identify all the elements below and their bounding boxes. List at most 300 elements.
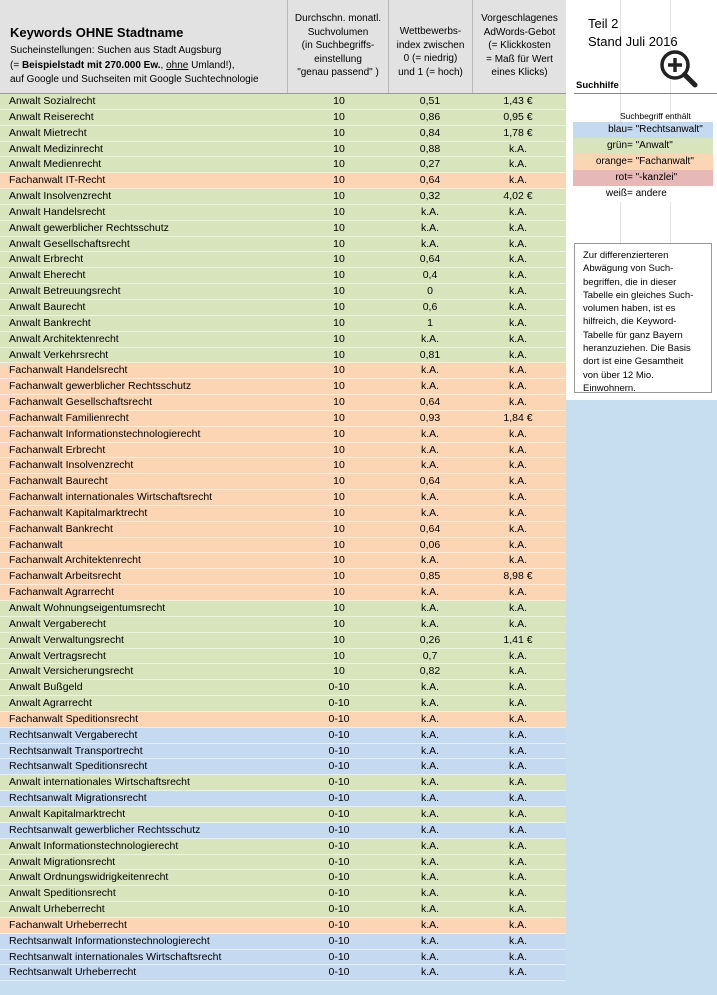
column-header-bid-line: eines Klicks) [491, 67, 548, 79]
volume-cell: 10 [333, 237, 345, 250]
bid-cell: 1,78 € [503, 126, 533, 139]
table-row [0, 902, 566, 918]
bid-cell: k.A. [508, 823, 528, 836]
column-header-bid-line: AdWords-Gebot [483, 26, 556, 38]
competition-cell: k.A. [420, 887, 440, 900]
bid-cell: 1,41 € [503, 633, 533, 646]
table-row [0, 775, 566, 791]
table-row [0, 205, 566, 221]
info-note-line: Tabelle für ganz Bayern [583, 329, 683, 341]
table-row [0, 744, 566, 760]
volume-cell: 10 [333, 538, 345, 551]
table-row [0, 585, 566, 601]
competition-cell: 0,7 [422, 649, 438, 662]
table-row [0, 950, 566, 966]
table-row [0, 965, 566, 981]
bid-cell: k.A. [508, 269, 528, 282]
keyword-cell: Anwalt Bußgeld [9, 681, 83, 694]
volume-cell: 10 [333, 348, 345, 361]
bid-cell: k.A. [508, 364, 528, 377]
competition-cell: k.A. [420, 617, 440, 630]
legend-value-text: "Fachanwalt" [635, 156, 694, 167]
volume-cell: 10 [333, 475, 345, 488]
column-header-competition-line: index zwischen [396, 39, 465, 51]
competition-cell: k.A. [420, 459, 440, 472]
competition-cell: 0,64 [419, 174, 441, 187]
volume-cell: 10 [333, 158, 345, 171]
bid-cell: k.A. [508, 396, 528, 409]
volume-cell: 10 [333, 459, 345, 472]
settings-line-2-pre: (= [10, 59, 22, 71]
zoom-in-icon[interactable] [658, 48, 698, 88]
bid-cell: k.A. [508, 475, 528, 488]
volume-cell: 10 [333, 443, 345, 456]
competition-cell: k.A. [420, 823, 440, 836]
table-row [0, 379, 566, 395]
volume-cell: 10 [333, 586, 345, 599]
competition-cell: k.A. [420, 712, 440, 725]
keyword-cell: Fachanwalt gewerblicher Rechtsschutz [9, 380, 192, 393]
volume-cell: 10 [333, 522, 345, 535]
keyword-cell: Rechtsanwalt Speditionsrecht [9, 760, 148, 773]
bid-cell: k.A. [508, 807, 528, 820]
keyword-cell: Rechtsanwalt Migrationsrecht [9, 792, 147, 805]
keyword-cell: Anwalt Betreuungsrecht [9, 285, 121, 298]
volume-cell: 0-10 [328, 966, 350, 979]
competition-cell: 0,26 [419, 633, 441, 646]
competition-cell: k.A. [420, 205, 440, 218]
settings-line-2-underline: ohne [166, 59, 189, 71]
table-row [0, 823, 566, 839]
volume-cell: 10 [333, 300, 345, 313]
bid-cell: k.A. [508, 491, 528, 504]
keyword-cell: Fachanwalt Agrarrecht [9, 586, 115, 599]
competition-cell: k.A. [420, 697, 440, 710]
competition-cell: k.A. [420, 966, 440, 979]
competition-cell: k.A. [420, 934, 440, 947]
bid-cell: k.A. [508, 158, 528, 171]
keyword-cell: Rechtsanwalt internationales Wirtschaftsrecht [9, 950, 222, 963]
legend-equals: = [627, 124, 636, 135]
legend-item-green [573, 138, 713, 154]
competition-cell: k.A. [420, 443, 440, 456]
volume-cell: 10 [333, 332, 345, 345]
legend-equals: = [627, 188, 636, 199]
keyword-cell: Anwalt Erbrecht [9, 253, 84, 266]
keyword-cell: Anwalt Architektenrecht [9, 332, 119, 345]
competition-cell: k.A. [420, 871, 440, 884]
bid-cell: 1,43 € [503, 95, 533, 107]
bid-cell: k.A. [508, 966, 528, 979]
competition-cell: 0,88 [419, 142, 441, 155]
volume-cell: 10 [333, 649, 345, 662]
bid-cell: k.A. [508, 681, 528, 694]
table-row [0, 221, 566, 237]
search-help-heading: Suchhilfe [576, 80, 619, 91]
competition-cell: k.A. [420, 364, 440, 377]
keyword-cell: Rechtsanwalt Transportrecht [9, 744, 143, 757]
settings-line-2-bold: Beispielstadt mit 270.000 Ew. [21, 59, 161, 71]
legend-value [627, 138, 673, 154]
table-row [0, 870, 566, 886]
legend-value [627, 122, 703, 138]
column-header-volume-line: "genau passend" ) [297, 67, 379, 79]
competition-cell: 0,32 [419, 190, 441, 203]
volume-cell: 10 [333, 110, 345, 123]
column-header-volume-line: einstellung [314, 53, 362, 65]
competition-cell: k.A. [420, 332, 440, 345]
column-header-bid-line: (= Klickkosten [488, 40, 551, 52]
keyword-cell: Anwalt Migrationsrecht [9, 855, 116, 868]
legend-value [627, 170, 677, 186]
bid-cell: 4,02 € [503, 190, 533, 203]
bid-cell: k.A. [508, 697, 528, 710]
volume-cell: 0-10 [328, 918, 350, 931]
table-row [0, 157, 566, 173]
legend-heading: Suchbegriff enthält [620, 111, 691, 121]
table-row [0, 458, 566, 474]
competition-cell: k.A. [420, 807, 440, 820]
table-row [0, 506, 566, 522]
volume-cell: 0-10 [328, 776, 350, 789]
table-row [0, 189, 566, 205]
table-row [0, 807, 566, 823]
table-row [0, 316, 566, 332]
table-row [0, 395, 566, 411]
column-header-competition [389, 25, 472, 79]
side-panel [566, 0, 717, 400]
table-row [0, 126, 566, 142]
keyword-cell: Anwalt Gesellschaftsrecht [9, 237, 130, 250]
volume-cell: 0-10 [328, 760, 350, 773]
keyword-cell: Anwalt Informationstechnologierecht [9, 839, 179, 852]
volume-cell: 10 [333, 554, 345, 567]
table-row [0, 443, 566, 459]
table-row [0, 918, 566, 934]
bid-cell: k.A. [508, 760, 528, 773]
column-header-competition-line: 0 (= niedrig) [403, 53, 458, 65]
bid-cell: k.A. [508, 348, 528, 361]
table-row [0, 522, 566, 538]
competition-cell: 0,64 [419, 253, 441, 266]
keyword-cell: Rechtsanwalt gewerblicher Rechtsschutz [9, 823, 201, 836]
info-note-line: Tabelle ein gleiches Such- [583, 289, 694, 301]
competition-cell: 0,64 [419, 475, 441, 488]
competition-cell: 0 [427, 285, 433, 298]
info-note-line: hilfreich, die Keyword- [583, 316, 677, 328]
keyword-cell: Anwalt Vertragsrecht [9, 649, 106, 662]
table-row [0, 696, 566, 712]
volume-cell: 10 [333, 396, 345, 409]
volume-cell: 10 [333, 316, 345, 329]
bid-cell: k.A. [508, 586, 528, 599]
bid-cell: k.A. [508, 522, 528, 535]
volume-cell: 10 [333, 95, 345, 107]
keyword-cell: Fachanwalt Architektenrecht [9, 554, 141, 567]
keyword-cell: Anwalt Ordnungswidrigkeitenrecht [9, 871, 169, 884]
legend-label: rot [615, 172, 627, 183]
competition-cell: 0,84 [419, 126, 441, 139]
page-title: Keywords OHNE Stadtname [10, 25, 184, 40]
keyword-cell: Anwalt internationales Wirtschaftsrecht [9, 776, 190, 789]
competition-cell: k.A. [420, 554, 440, 567]
column-header-volume-line: (in Suchbegriffs- [301, 40, 375, 52]
bid-cell: k.A. [508, 728, 528, 741]
keyword-cell: Anwalt gewerblicher Rechtsschutz [9, 221, 169, 234]
info-note-line: Einwohnern. [583, 382, 636, 394]
table-row [0, 759, 566, 775]
table-row [0, 601, 566, 617]
competition-cell: k.A. [420, 918, 440, 931]
table-row [0, 728, 566, 744]
competition-cell: k.A. [420, 776, 440, 789]
table-row [0, 680, 566, 696]
bid-cell: k.A. [508, 871, 528, 884]
settings-line-2-mid: , [160, 59, 167, 71]
volume-cell: 0-10 [328, 950, 350, 963]
info-note-line: Zur differenzierteren [583, 250, 669, 261]
keyword-cell: Anwalt Versicherungsrecht [9, 665, 134, 678]
keyword-cell: Fachanwalt internationales Wirtschaftsrecht [9, 491, 213, 504]
keyword-cell: Fachanwalt Baurecht [9, 475, 108, 488]
table-row [0, 633, 566, 649]
table-row [0, 855, 566, 871]
legend-label: blau [608, 124, 627, 135]
table-row [0, 712, 566, 728]
legend-equals: = [627, 140, 636, 151]
column-header-competition-line: und 1 (= hoch) [398, 66, 463, 78]
competition-cell: k.A. [420, 681, 440, 694]
info-note-line: Abwägung von Such- [583, 263, 674, 275]
volume-cell: 10 [333, 364, 345, 377]
settings-line-2 [10, 59, 259, 74]
table-row [0, 791, 566, 807]
info-note [574, 243, 712, 393]
competition-cell: 0,64 [419, 396, 441, 409]
competition-cell: k.A. [420, 728, 440, 741]
table-row [0, 649, 566, 665]
volume-cell: 10 [333, 491, 345, 504]
competition-cell: k.A. [420, 427, 440, 440]
volume-cell: 0-10 [328, 697, 350, 710]
bid-cell: k.A. [508, 174, 528, 187]
keyword-cell: Anwalt Medizinrecht [9, 142, 103, 155]
competition-cell: 0,81 [419, 348, 441, 361]
table-row [0, 664, 566, 680]
competition-cell: 1 [427, 316, 433, 329]
column-header-bid [473, 12, 566, 80]
volume-cell: 10 [333, 506, 345, 519]
bid-cell: k.A. [508, 285, 528, 298]
bid-cell: k.A. [508, 602, 528, 614]
bid-cell: k.A. [508, 427, 528, 440]
volume-cell: 0-10 [328, 792, 350, 805]
competition-cell: 0,93 [419, 411, 441, 424]
volume-cell: 10 [333, 126, 345, 139]
legend-label: orange [595, 156, 627, 167]
volume-cell: 0-10 [328, 839, 350, 852]
bid-cell: k.A. [508, 459, 528, 472]
keyword-cell: Fachanwalt Kapitalmarktrecht [9, 506, 148, 519]
volume-cell: 0-10 [328, 728, 350, 741]
part-label: Teil 2 [588, 16, 619, 31]
table-row [0, 142, 566, 158]
keyword-cell: Fachanwalt Familienrecht [9, 411, 129, 424]
keyword-cell: Anwalt Bankrecht [9, 316, 91, 329]
settings-line-3: auf Google und Suchseiten mit Google Suchtechnologie [10, 74, 259, 85]
competition-cell: 0,6 [422, 300, 438, 313]
bid-cell: k.A. [508, 855, 528, 868]
keyword-cell: Anwalt Vergaberecht [9, 617, 106, 630]
column-header-volume [288, 12, 388, 80]
search-help-divider [574, 93, 717, 94]
keyword-cell: Fachanwalt [9, 538, 63, 551]
table-row [0, 332, 566, 348]
volume-cell: 0-10 [328, 887, 350, 900]
keyword-cell: Fachanwalt Bankrecht [9, 522, 113, 535]
bid-cell: k.A. [508, 237, 528, 250]
competition-cell: 0,06 [419, 538, 441, 551]
competition-cell: k.A. [420, 491, 440, 504]
keyword-table-body [0, 94, 566, 981]
keyword-cell: Anwalt Handelsrecht [9, 205, 106, 218]
legend-equals: = [627, 156, 636, 167]
bid-cell: k.A. [508, 142, 528, 155]
table-row [0, 617, 566, 633]
keyword-cell: Anwalt Speditionsrecht [9, 887, 116, 900]
legend-item-orange [573, 154, 713, 170]
keyword-cell: Anwalt Medienrecht [9, 158, 102, 171]
competition-cell: 0,64 [419, 522, 441, 535]
table-row [0, 553, 566, 569]
volume-cell: 10 [333, 617, 345, 630]
competition-cell: 0,27 [419, 158, 441, 171]
table-row [0, 284, 566, 300]
keyword-cell: Anwalt Agrarrecht [9, 697, 92, 710]
bid-cell: k.A. [508, 506, 528, 519]
volume-cell: 10 [333, 190, 345, 203]
competition-cell: k.A. [420, 380, 440, 393]
keyword-cell: Rechtsanwalt Urheberrecht [9, 966, 137, 979]
keyword-cell: Anwalt Verkehrsrecht [9, 348, 109, 361]
volume-cell: 10 [333, 142, 345, 155]
competition-cell: 0,86 [419, 110, 441, 123]
competition-cell: k.A. [420, 855, 440, 868]
settings-line-1: Sucheinstellungen: Suchen aus Stadt Augsburg [10, 45, 222, 56]
table-row [0, 886, 566, 902]
legend-value-text: "Anwalt" [635, 140, 673, 151]
bid-cell: 1,84 € [503, 411, 533, 424]
competition-cell: k.A. [420, 903, 440, 916]
competition-cell: k.A. [420, 744, 440, 757]
table-header [0, 0, 566, 94]
table-row [0, 94, 566, 110]
keyword-cell: Anwalt Reiserecht [9, 110, 94, 123]
competition-cell: k.A. [420, 839, 440, 852]
legend-value-text: andere [635, 188, 667, 199]
bid-cell: k.A. [508, 316, 528, 329]
keyword-cell: Anwalt Insolvenzrecht [9, 190, 112, 203]
competition-cell: k.A. [420, 237, 440, 250]
volume-cell: 10 [333, 602, 345, 614]
column-header-bid-line: Vorgeschlagenes [481, 13, 558, 24]
bid-cell: k.A. [508, 332, 528, 345]
bid-cell: k.A. [508, 649, 528, 662]
bid-cell: k.A. [508, 887, 528, 900]
column-header-volume-line: Suchvolumen [307, 26, 369, 38]
competition-cell: k.A. [420, 792, 440, 805]
table-row [0, 300, 566, 316]
competition-cell: k.A. [420, 586, 440, 599]
column-header-volume-line: Durchschn. monatl. [294, 13, 382, 24]
table-row [0, 427, 566, 443]
bid-cell: k.A. [508, 300, 528, 313]
volume-cell: 10 [333, 427, 345, 440]
date-label: Stand Juli 2016 [588, 34, 678, 49]
table-row [0, 411, 566, 427]
bid-cell: k.A. [508, 903, 528, 916]
volume-cell: 10 [333, 174, 345, 187]
keyword-cell: Fachanwalt Gesellschaftsrecht [9, 396, 152, 409]
volume-cell: 10 [333, 253, 345, 266]
volume-cell: 10 [333, 269, 345, 282]
table-row [0, 173, 566, 189]
info-note-line: heranzuziehen. Die Basis [583, 343, 691, 355]
legend-label: weiß [605, 188, 627, 199]
competition-cell: 0,51 [419, 95, 441, 107]
info-note-line: dort ist eine Gesamtheit [583, 356, 684, 368]
volume-cell: 0-10 [328, 712, 350, 725]
keyword-cell: Fachanwalt Erbrecht [9, 443, 106, 456]
bid-cell: k.A. [508, 776, 528, 789]
competition-cell: k.A. [420, 602, 440, 614]
bid-cell: k.A. [508, 950, 528, 963]
competition-cell: k.A. [420, 950, 440, 963]
bid-cell: k.A. [508, 538, 528, 551]
keyword-cell: Anwalt Mietrecht [9, 126, 87, 139]
table-row [0, 237, 566, 253]
column-header-competition-line: Wettbewerbs- [399, 26, 462, 37]
bid-cell: k.A. [508, 839, 528, 852]
legend-item-white [573, 186, 713, 202]
legend-value-text: "Rechtsanwalt" [635, 124, 703, 135]
bid-cell: k.A. [508, 443, 528, 456]
bid-cell: k.A. [508, 934, 528, 947]
volume-cell: 10 [333, 285, 345, 298]
bid-cell: k.A. [508, 380, 528, 393]
table-row [0, 839, 566, 855]
table-row [0, 110, 566, 126]
bid-cell: k.A. [508, 617, 528, 630]
legend-value [627, 154, 694, 170]
bid-cell: k.A. [508, 712, 528, 725]
keyword-cell: Anwalt Wohnungseigentumsrecht [9, 602, 166, 614]
keyword-cell: Anwalt Urheberrecht [9, 903, 105, 916]
volume-cell: 0-10 [328, 823, 350, 836]
competition-cell: 0,4 [422, 269, 438, 282]
volume-cell: 10 [333, 570, 345, 583]
settings-line-2-post: Umland!), [188, 59, 235, 71]
bid-cell: k.A. [508, 918, 528, 931]
volume-cell: 10 [333, 411, 345, 424]
info-note-line: von über 12 Mio. [583, 369, 654, 381]
competition-cell: 0,85 [419, 570, 441, 583]
bid-cell: 0,95 € [503, 110, 533, 123]
volume-cell: 10 [333, 633, 345, 646]
bid-cell: k.A. [508, 792, 528, 805]
volume-cell: 0-10 [328, 744, 350, 757]
bid-cell: 8,98 € [503, 570, 533, 583]
